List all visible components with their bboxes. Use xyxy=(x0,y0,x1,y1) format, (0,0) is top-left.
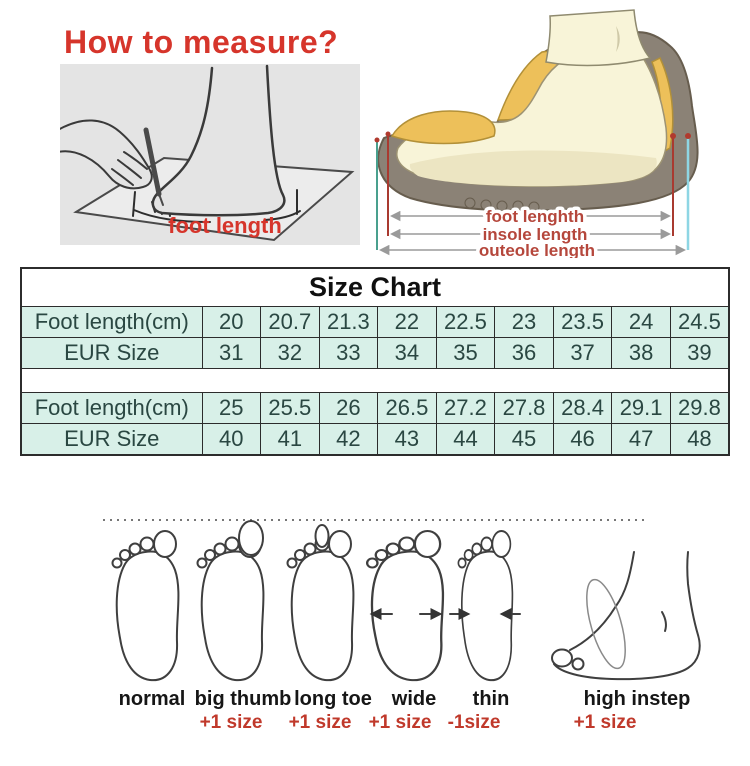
eur-size-cell: 45 xyxy=(495,424,554,456)
foot-type-label-high-instep: high instep xyxy=(583,688,691,710)
eur-size-cell: 42 xyxy=(319,424,378,456)
foot-length-cell: 29.8 xyxy=(670,393,729,424)
eur-size-cell: 47 xyxy=(612,424,671,456)
shoe-foot-length-label: foot lenghth xyxy=(485,207,585,226)
foot-length-cell: 27.8 xyxy=(495,393,554,424)
row-label-cell: EUR Size xyxy=(21,424,202,456)
foot-big-thumb-drawing xyxy=(198,521,264,680)
spacer-row xyxy=(21,369,729,393)
table-row-foot-length-1 xyxy=(21,307,729,338)
table-row-foot-length-2 xyxy=(21,393,729,424)
foot-length-cell: 28.4 xyxy=(553,393,612,424)
size-chart-table xyxy=(20,267,730,456)
size-adjustment-long-toe: +1 size xyxy=(288,712,352,733)
size-adjustment-high-instep: +1 size xyxy=(573,712,637,733)
size-adjustment-wide: +1 size xyxy=(368,712,432,733)
foot-length-cell: 26 xyxy=(319,393,378,424)
eur-size-cell: 46 xyxy=(553,424,612,456)
foot-type-label-wide: wide xyxy=(391,688,437,710)
foot-length-cell: 24 xyxy=(612,307,671,338)
eur-size-cell: 39 xyxy=(670,338,729,369)
eur-size-cell: 34 xyxy=(378,338,437,369)
eur-size-cell: 31 xyxy=(202,338,261,369)
foot-length-cell: 29.1 xyxy=(612,393,671,424)
size-chart-title: Size Chart xyxy=(21,268,729,307)
eur-size-cell: 44 xyxy=(436,424,495,456)
table-row-eur-size-1 xyxy=(21,338,729,369)
boot-toe-accent xyxy=(392,111,495,144)
eur-size-cell: 43 xyxy=(378,424,437,456)
foot-length-cell: 20.7 xyxy=(261,307,320,338)
eur-size-cell: 38 xyxy=(612,338,671,369)
foot-length-cell: 27.2 xyxy=(436,393,495,424)
eur-size-cell: 33 xyxy=(319,338,378,369)
size-adjustment-thin: -1size xyxy=(447,712,501,733)
foot-length-cell: 22 xyxy=(378,307,437,338)
shoe-outsole-length-label: outeole length xyxy=(478,241,596,258)
foot-length-cell: 23.5 xyxy=(553,307,612,338)
foot-length-label: foot length xyxy=(168,213,282,238)
foot-length-cell: 25.5 xyxy=(261,393,320,424)
measure-diagram xyxy=(60,64,360,245)
foot-length-cell: 26.5 xyxy=(378,393,437,424)
foot-type-label-big-thumb: big thumb xyxy=(194,688,292,710)
eur-size-cell: 48 xyxy=(670,424,729,456)
foot-length-cell: 23 xyxy=(495,307,554,338)
row-label-cell: Foot length(cm) xyxy=(21,307,202,338)
foot-length-cell: 22.5 xyxy=(436,307,495,338)
foot-type-label-normal: normal xyxy=(118,688,186,710)
tread-tooth xyxy=(465,198,475,208)
foot-length-cell: 21.3 xyxy=(319,307,378,338)
foot-high-instep-drawing xyxy=(552,552,700,679)
foot-long-toe-drawing xyxy=(288,525,354,680)
row-label-cell: Foot length(cm) xyxy=(21,393,202,424)
foot-wide-drawing xyxy=(367,531,443,680)
eur-size-cell: 41 xyxy=(261,424,320,456)
foot-type-label-thin: thin xyxy=(472,688,510,710)
spacer-cell xyxy=(21,369,729,393)
shoe-measurement-diagram xyxy=(370,0,750,258)
eur-size-cell: 37 xyxy=(553,338,612,369)
page-title: How to measure? xyxy=(64,24,339,60)
foot-drawing xyxy=(153,66,284,215)
eur-size-cell: 35 xyxy=(436,338,495,369)
row-label-cell: EUR Size xyxy=(21,338,202,369)
eur-size-cell: 36 xyxy=(495,338,554,369)
foot-normal-drawing xyxy=(113,531,179,680)
size-adjustment-big-thumb: +1 size xyxy=(199,712,263,733)
eur-size-cell: 32 xyxy=(261,338,320,369)
foot-length-cell: 20 xyxy=(202,307,261,338)
shoe-insole-length-label: insole length xyxy=(482,225,588,244)
foot-length-cell: 25 xyxy=(202,393,261,424)
boot-drawing xyxy=(378,10,697,212)
foot-length-cell: 24.5 xyxy=(670,307,729,338)
sock-shape xyxy=(546,10,650,65)
foot-type-label-long-toe: long toe xyxy=(294,688,372,710)
size-chart-title-row xyxy=(21,268,729,307)
foot-types-illustration xyxy=(0,492,750,688)
foot-thin-drawing xyxy=(450,531,520,680)
eur-size-cell: 40 xyxy=(202,424,261,456)
table-row-eur-size-2 xyxy=(21,424,729,456)
